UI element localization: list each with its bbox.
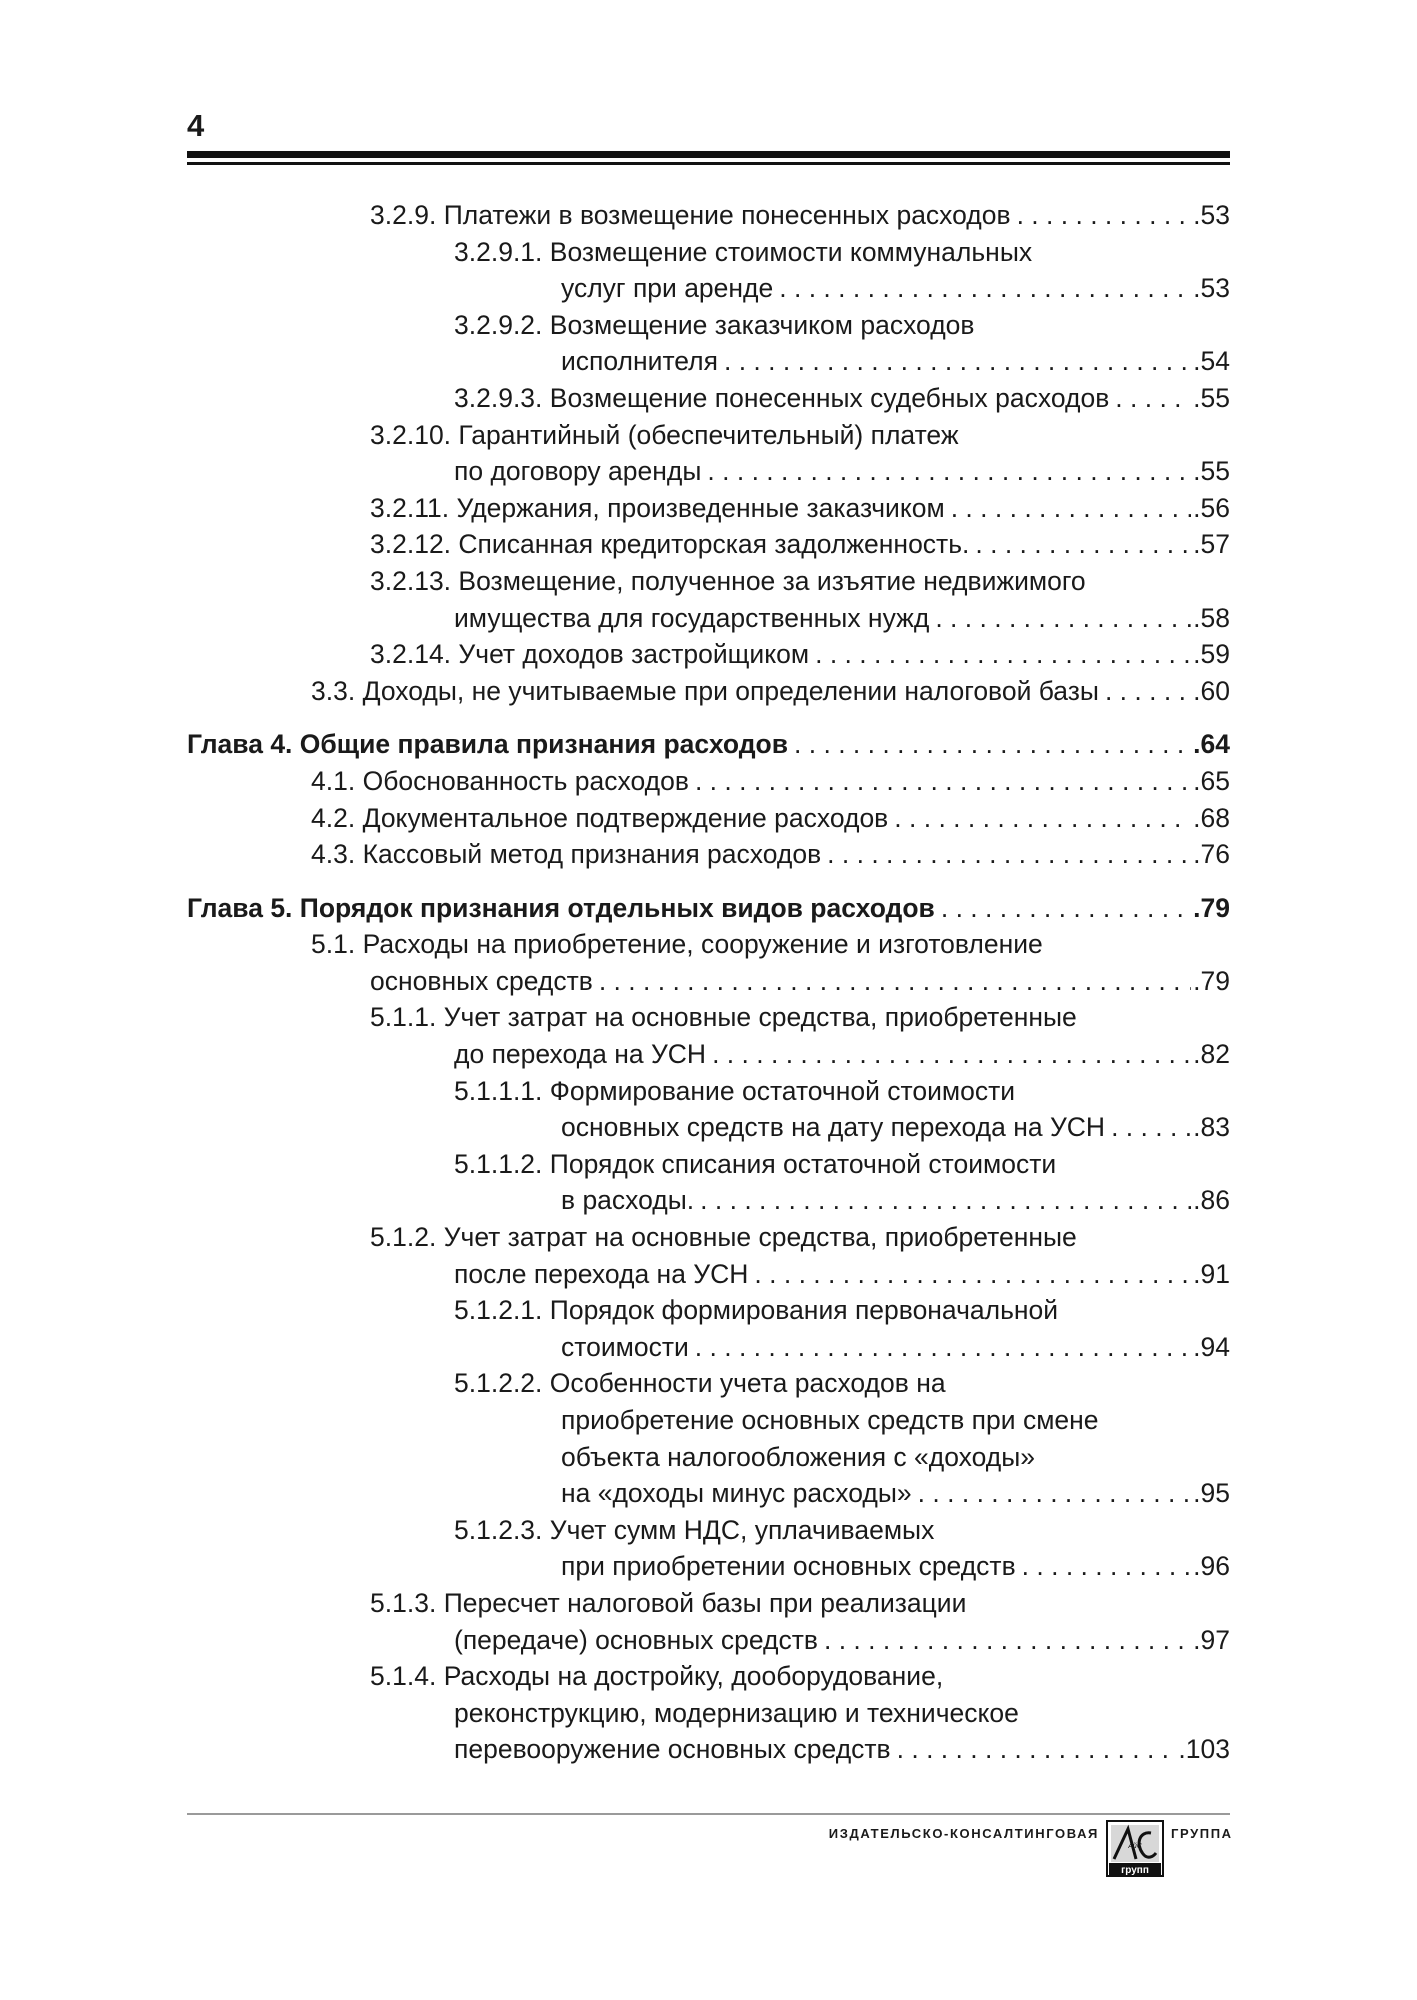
dot-leader [779, 270, 1191, 307]
toc-title: исполнителя [561, 346, 718, 377]
toc-number: 5.1.2. [370, 1222, 437, 1253]
toc-entry [187, 380, 1230, 417]
toc-number: 4.2. [311, 802, 356, 833]
toc-title: Возмещение стоимости коммунальных [549, 236, 1033, 267]
toc-line [187, 926, 1230, 963]
toc-line [187, 1109, 1230, 1146]
toc-title: Пересчет налоговой базы при реализации [443, 1587, 967, 1618]
toc-entry [187, 197, 1230, 234]
toc-number: 3.2.12. [370, 529, 452, 560]
toc-title: после перехода на УСН [454, 1258, 749, 1289]
toc-line [187, 1658, 1230, 1695]
toc-entry [187, 1512, 1230, 1585]
toc-page-number: .59 [1193, 639, 1230, 670]
toc-line [187, 1073, 1230, 1110]
dot-leader [941, 890, 1191, 927]
toc-line [187, 490, 1230, 527]
table-of-contents [187, 197, 1230, 1768]
toc-line [187, 270, 1230, 307]
toc-entry [187, 1365, 1230, 1511]
toc-title: стоимости [561, 1331, 689, 1362]
header-rule-thick [187, 151, 1230, 158]
toc-page-number: .56 [1193, 492, 1230, 523]
toc-title: основных средств [370, 965, 593, 996]
toc-title: Обоснованность расходов [362, 765, 689, 796]
toc-title: реконструкцию, модернизацию и техническое [454, 1697, 1019, 1728]
dot-leader [918, 1475, 1191, 1512]
toc-entry [187, 800, 1230, 837]
toc-title: Порядок формирования первоначальной [549, 1295, 1059, 1326]
toc-title: услуг при аренде [561, 273, 774, 304]
toc-line [187, 197, 1230, 234]
toc-title: Порядок списания остаточной стоимости [549, 1148, 1057, 1179]
toc-line [187, 1512, 1230, 1549]
dot-leader [975, 526, 1191, 563]
dot-leader [897, 1731, 1177, 1768]
toc-entry [187, 926, 1230, 999]
toc-line [187, 380, 1230, 417]
toc-title: Особенности учета расходов на [549, 1368, 946, 1399]
toc-title: Доходы, не учитываемые при определении налоговой базы [362, 675, 1099, 706]
toc-line [187, 636, 1230, 673]
toc-entry [187, 673, 1230, 710]
toc-page-number: .53 [1193, 200, 1230, 230]
toc-number: Глава 5. [187, 892, 293, 923]
dot-leader [1115, 380, 1191, 417]
toc-page-number: .65 [1193, 765, 1230, 796]
toc-page-number: .79 [1193, 965, 1230, 996]
toc-line [187, 763, 1230, 800]
toc-title: Платежи в возмещение понесенных расходов [443, 200, 1011, 230]
publisher-logo [1106, 1815, 1164, 1877]
dot-leader [935, 600, 1191, 637]
toc-page-number: .95 [1193, 1478, 1230, 1509]
publisher-name-left: ИЗДАТЕЛЬСКО-КОНСАЛТИНГОВАЯ [828, 1826, 1099, 1841]
toc-line [187, 963, 1230, 1000]
toc-entry [187, 1073, 1230, 1146]
toc-line [187, 600, 1230, 637]
dot-leader [815, 636, 1191, 673]
footer-rule [187, 1813, 1230, 1815]
toc-number: 5.1.1.1. [454, 1075, 543, 1106]
dot-leader [707, 453, 1191, 490]
dot-leader [1105, 673, 1191, 710]
toc-chapter [187, 726, 1230, 763]
toc-line [187, 1146, 1230, 1183]
toc-title: основных средств на дату перехода на УСН [561, 1112, 1106, 1143]
dot-leader [712, 1036, 1191, 1073]
header-rule-thin [187, 162, 1230, 165]
toc-page-number: .86 [1193, 1185, 1230, 1216]
toc-entry [187, 836, 1230, 873]
toc-title: (передаче) основных средств [454, 1624, 818, 1655]
toc-number: 4.1. [311, 765, 356, 796]
dot-leader [724, 343, 1191, 380]
toc-page-number: .103 [1178, 1734, 1230, 1765]
toc-number: 3.2.14. [370, 639, 452, 670]
toc-number: 5.1.3. [370, 1587, 437, 1618]
toc-page-number: .54 [1193, 346, 1230, 377]
toc-title: Общие правила признания расходов [299, 729, 789, 760]
dot-leader [827, 836, 1191, 873]
toc-title: Учет доходов застройщиком [458, 639, 810, 670]
toc-page-number: .58 [1193, 602, 1230, 633]
toc-line [187, 890, 1230, 927]
toc-page-number: .60 [1193, 675, 1230, 706]
toc-page-number: .55 [1193, 382, 1230, 413]
toc-entry [187, 1292, 1230, 1365]
toc-line [187, 563, 1230, 600]
toc-line [187, 1548, 1230, 1585]
toc-entry [187, 526, 1230, 563]
toc-title: объекта налогообложения с «доходы» [561, 1441, 1036, 1472]
toc-line [187, 1695, 1230, 1732]
toc-entry [187, 563, 1230, 636]
dot-leader [824, 1622, 1191, 1659]
toc-page-number: .83 [1193, 1112, 1230, 1143]
toc-line [187, 800, 1230, 837]
toc-line [187, 726, 1230, 763]
toc-entry [187, 763, 1230, 800]
dot-leader [700, 1182, 1191, 1219]
toc-number: 5.1.2.1. [454, 1295, 543, 1326]
logo-caption: групп [1121, 1865, 1149, 1876]
toc-page-number: .68 [1193, 802, 1230, 833]
toc-page-number: .76 [1193, 839, 1230, 870]
toc-line [187, 1256, 1230, 1293]
toc-page-number: .91 [1193, 1258, 1230, 1289]
toc-title: Удержания, произведенные заказчиком [456, 492, 945, 523]
toc-line [187, 673, 1230, 710]
toc-title: Кассовый метод признания расходов [362, 839, 822, 870]
toc-line [187, 307, 1230, 344]
toc-page-number: .96 [1193, 1551, 1230, 1582]
toc-number: 3.2.9.3. [454, 382, 543, 413]
toc-title: на «доходы минус расходы» [561, 1478, 912, 1509]
toc-chapter [187, 890, 1230, 927]
toc-title: до перехода на УСН [454, 1039, 707, 1070]
dot-leader [951, 490, 1191, 527]
toc-line [187, 1475, 1230, 1512]
toc-title: имущества для государственных нужд [454, 602, 930, 633]
toc-title: Возмещение, полученное за изъятие недвижимого [458, 565, 1086, 596]
toc-number: 3.2.10. [370, 419, 452, 450]
toc-number: 5.1.1. [370, 1002, 437, 1033]
toc-number: 5.1.2.3. [454, 1514, 543, 1545]
toc-page-number: .97 [1193, 1624, 1230, 1655]
toc-line [187, 999, 1230, 1036]
dot-leader [1017, 197, 1192, 234]
toc-number: Глава 4. [187, 729, 293, 760]
toc-entry [187, 417, 1230, 490]
toc-line [187, 1622, 1230, 1659]
toc-line [187, 1329, 1230, 1366]
toc-number: 3.2.11. [370, 492, 450, 523]
publisher-name-right: ГРУППА [1171, 1826, 1233, 1841]
toc-entry [187, 636, 1230, 673]
toc-title: приобретение основных средств при смене [561, 1405, 1099, 1435]
toc-line [187, 1585, 1230, 1622]
toc-number: 3.2.9. [370, 200, 437, 230]
page-number: 4 [187, 108, 205, 143]
toc-title: Гарантийный (обеспечительный) платеж [458, 419, 959, 450]
toc-entry [187, 1219, 1230, 1292]
toc-title: Учет сумм НДС, уплачиваемых [549, 1514, 935, 1545]
toc-title: перевооружение основных средств [454, 1734, 891, 1765]
toc-title: по договору аренды [454, 456, 702, 487]
dot-leader [599, 963, 1191, 1000]
toc-title: Списанная кредиторская задолженность. [458, 529, 970, 560]
toc-entry [187, 999, 1230, 1072]
toc-title: Расходы на достройку, дооборудование, [443, 1661, 944, 1692]
toc-number: 3.3. [311, 675, 356, 706]
toc-page-number: .94 [1193, 1331, 1230, 1362]
toc-title: Учет затрат на основные средства, приобретенные [443, 1002, 1077, 1033]
toc-title: Формирование остаточной стоимости [549, 1075, 1016, 1106]
toc-number: 5.1.2.2. [454, 1368, 543, 1399]
toc-line [187, 1292, 1230, 1329]
toc-page-number: .79 [1193, 892, 1230, 923]
toc-title: Возмещение заказчиком расходов [549, 309, 975, 340]
toc-entry [187, 1146, 1230, 1219]
toc-line [187, 1439, 1230, 1476]
dot-leader [794, 726, 1191, 763]
toc-page-number: .55 [1193, 456, 1230, 487]
toc-title: Документальное подтверждение расходов [362, 802, 889, 833]
toc-line [187, 1731, 1230, 1768]
dot-leader [1022, 1548, 1192, 1585]
toc-line [187, 1219, 1230, 1256]
toc-line [187, 1036, 1230, 1073]
toc-page-number: .53 [1193, 273, 1230, 304]
toc-title: в расходы. [561, 1185, 695, 1216]
toc-line [187, 526, 1230, 563]
toc-line [187, 343, 1230, 380]
toc-entry [187, 1658, 1230, 1768]
toc-entry [187, 1585, 1230, 1658]
toc-number: 3.2.9.1. [454, 236, 543, 267]
dot-leader [754, 1256, 1191, 1293]
dot-leader [695, 1329, 1191, 1366]
toc-line [187, 1182, 1230, 1219]
toc-line [187, 234, 1230, 271]
toc-entry [187, 307, 1230, 380]
toc-line [187, 417, 1230, 454]
toc-number: 3.2.9.2. [454, 309, 543, 340]
toc-line [187, 1365, 1230, 1402]
dot-leader [695, 763, 1191, 800]
toc-entry [187, 234, 1230, 307]
toc-line [187, 453, 1230, 490]
toc-number: 5.1.4. [370, 1661, 437, 1692]
toc-line [187, 1402, 1230, 1439]
dot-leader [894, 800, 1191, 837]
toc-line [187, 836, 1230, 873]
toc-title: Возмещение понесенных судебных расходов [549, 382, 1110, 413]
toc-number: 3.2.13. [370, 565, 452, 596]
toc-number: 4.3. [311, 839, 356, 870]
toc-number: 5.1. [311, 929, 356, 960]
toc-title: при приобретении основных средств [561, 1551, 1016, 1582]
toc-page-number: .82 [1193, 1039, 1230, 1070]
toc-title: Учет затрат на основные средства, приобретенные [443, 1222, 1077, 1253]
logo-letters: АйС [1128, 1843, 1142, 1850]
dot-leader [1111, 1109, 1191, 1146]
toc-page-number: .57 [1193, 529, 1230, 560]
toc-title: Порядок признания отдельных видов расходов [299, 892, 935, 923]
toc-page-number: .64 [1193, 729, 1230, 760]
toc-entry [187, 490, 1230, 527]
toc-title: Расходы на приобретение, сооружение и изготовление [362, 929, 1043, 960]
toc-number: 5.1.1.2. [454, 1148, 543, 1179]
